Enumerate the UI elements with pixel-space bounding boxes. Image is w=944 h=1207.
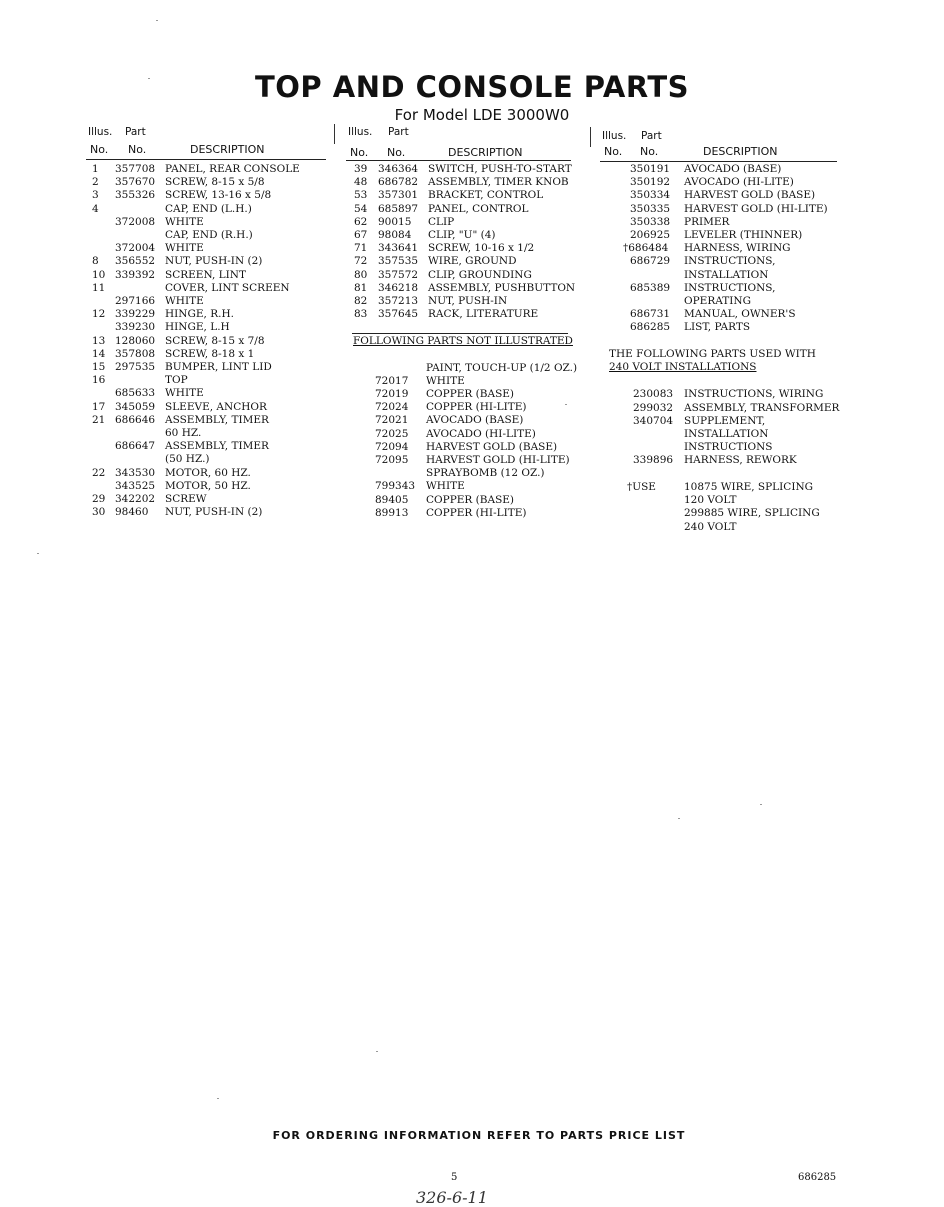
part-no: 355326 xyxy=(115,189,156,202)
part-desc: COVER, LINT SCREEN xyxy=(165,281,290,294)
document-number: 686285 xyxy=(798,1172,837,1183)
part-desc: HINGE, R.H. xyxy=(165,308,234,321)
page-number: 5 xyxy=(451,1172,458,1183)
part-no: 339896 xyxy=(633,454,674,467)
part-desc: SWITCH, PUSH-TO-START xyxy=(428,163,572,175)
part-no: 230083 xyxy=(633,388,674,401)
part-desc: LIST, PARTS xyxy=(684,321,751,334)
part-desc: CLIP, GROUNDING xyxy=(428,268,532,281)
illus-no: 80 xyxy=(354,268,368,281)
illus-no: 30 xyxy=(92,506,106,519)
part-desc: INSTRUCTIONS, xyxy=(684,281,776,294)
part-no: 90015 xyxy=(378,215,412,228)
illus-no: 16 xyxy=(92,374,106,387)
part-no: 686729 xyxy=(630,255,671,268)
part-no: 72019 xyxy=(375,388,409,400)
part-desc: AVOCADO (HI-LITE) xyxy=(684,176,794,189)
part-no: 72094 xyxy=(375,440,409,453)
part-desc: ASSEMBLY, TRANSFORMER xyxy=(684,401,840,414)
col2-header-part: Part xyxy=(388,126,409,138)
part-no: 357808 xyxy=(115,347,156,360)
part-desc: COPPER (HI-LITE) xyxy=(426,506,527,519)
col1-header-illus: Illus. xyxy=(88,126,113,138)
col2-header-rule xyxy=(346,160,571,161)
part-no: 343525 xyxy=(115,479,156,492)
part-desc: TOP xyxy=(165,374,188,387)
part-desc: SCREEN, LINT xyxy=(165,268,246,281)
part-no: 686731 xyxy=(630,308,671,321)
part-desc: CAP, END (R.H.) xyxy=(165,229,253,241)
col1-header-no1: No. xyxy=(90,143,109,156)
part-desc: WHITE xyxy=(165,387,204,400)
illus-no: 10 xyxy=(92,268,106,281)
illus-no: 21 xyxy=(92,413,106,426)
part-no: 350338 xyxy=(630,215,671,228)
part-desc: 120 VOLT xyxy=(684,494,737,507)
part-desc: 10875 WIRE, SPLICING xyxy=(684,481,814,493)
illus-no: 82 xyxy=(354,295,368,307)
part-no: 72024 xyxy=(375,401,409,414)
col2-header-illus: Illus. xyxy=(348,126,373,138)
part-no: 299032 xyxy=(633,401,674,414)
part-desc: PAINT, TOUCH-UP (1/2 OZ.) xyxy=(426,361,578,374)
part-no: 72025 xyxy=(375,427,409,440)
part-desc: OPERATING xyxy=(684,295,751,307)
illus-no: 39 xyxy=(354,163,368,175)
col2-header-desc: DESCRIPTION xyxy=(448,146,523,159)
part-desc: CLIP, "U" (4) xyxy=(428,229,496,241)
part-no: 98460 xyxy=(115,506,149,519)
col2-header-no1: No. xyxy=(350,146,369,159)
part-desc: NUT, PUSH-IN xyxy=(428,295,508,307)
part-desc: AVOCADO (HI-LITE) xyxy=(426,427,536,440)
part-desc: MOTOR, 60 HZ. xyxy=(165,466,251,479)
scan-speck xyxy=(678,818,680,819)
part-no: 686647 xyxy=(115,440,156,453)
scan-speck xyxy=(376,1051,378,1052)
part-desc: WHITE xyxy=(165,215,204,228)
part-desc: ASSEMBLY, TIMER xyxy=(165,413,269,426)
col3-header-desc: DESCRIPTION xyxy=(703,145,778,158)
col2-header-no2: No. xyxy=(387,146,406,159)
scan-speck xyxy=(156,20,158,21)
part-no: 686285 xyxy=(630,321,671,334)
part-no: 356552 xyxy=(115,255,156,268)
part-no: 128060 xyxy=(115,334,156,347)
part-desc: WHITE xyxy=(165,242,204,255)
part-no: 799343 xyxy=(375,480,416,493)
illus-no: 8 xyxy=(92,255,99,268)
part-desc: ASSEMBLY, TIMER xyxy=(165,440,269,453)
part-desc: PANEL, REAR CONSOLE xyxy=(165,163,300,175)
part-desc: BUMPER, LINT LID xyxy=(165,361,272,373)
part-no: 372004 xyxy=(115,242,156,255)
part-no: 89405 xyxy=(375,493,409,506)
part-no: 340704 xyxy=(633,414,674,427)
illus-no: 3 xyxy=(92,189,99,202)
part-no: 339392 xyxy=(115,268,156,281)
part-desc: INSTRUCTIONS, xyxy=(684,255,776,268)
part-no: 685633 xyxy=(115,387,156,400)
part-no: 345059 xyxy=(115,400,156,413)
part-no: 357670 xyxy=(115,176,156,189)
col2-divider xyxy=(334,124,335,144)
part-no: 350191 xyxy=(630,163,671,175)
part-no: 297535 xyxy=(115,361,156,373)
part-no: 357708 xyxy=(115,163,156,175)
part-no: 346218 xyxy=(378,281,419,294)
part-desc: BRACKET, CONTROL xyxy=(428,189,544,202)
col3-header-part: Part xyxy=(641,130,662,142)
part-desc: PANEL, CONTROL xyxy=(428,202,529,215)
part-desc: NUT, PUSH-IN (2) xyxy=(165,255,263,268)
illus-no: 2 xyxy=(92,176,99,189)
illus-no: 12 xyxy=(92,308,106,321)
part-desc: ASSEMBLY, PUSHBUTTON xyxy=(428,281,576,294)
illus-no: 14 xyxy=(92,347,106,360)
part-no: 686646 xyxy=(115,413,156,426)
illus-no: 62 xyxy=(354,215,368,228)
part-no: †USE xyxy=(627,481,656,493)
part-desc: ASSEMBLY, TIMER KNOB xyxy=(428,176,569,189)
voltage-note-line2: 240 VOLT INSTALLATIONS xyxy=(609,361,757,374)
illus-no: 71 xyxy=(354,242,368,255)
part-desc: WIRE, GROUND xyxy=(428,255,517,268)
part-no: 686782 xyxy=(378,176,419,189)
part-no: 72017 xyxy=(375,374,409,387)
part-desc: PRIMER xyxy=(684,215,730,228)
col2-section-rule xyxy=(352,333,568,334)
part-desc: COPPER (BASE) xyxy=(426,388,515,400)
part-desc: INSTALLATION xyxy=(684,268,769,281)
part-no: 350334 xyxy=(630,189,671,202)
scan-speck xyxy=(148,78,150,79)
scan-speck xyxy=(37,553,39,554)
part-desc: WHITE xyxy=(426,480,465,493)
page-title: TOP AND CONSOLE PARTS xyxy=(254,70,690,104)
part-desc: COPPER (BASE) xyxy=(426,493,515,506)
part-no: 89913 xyxy=(375,506,409,519)
part-no: †686484 xyxy=(623,242,669,255)
part-desc: (50 HZ.) xyxy=(165,453,210,466)
col1-header-part: Part xyxy=(125,126,146,138)
part-desc: WHITE xyxy=(426,374,465,387)
part-desc: RACK, LITERATURE xyxy=(428,308,539,321)
part-desc: SCREW xyxy=(165,493,207,505)
illus-no: 29 xyxy=(92,493,106,505)
illus-no: 54 xyxy=(354,202,368,215)
part-no: 342202 xyxy=(115,493,156,505)
col3-header-illus: Illus. xyxy=(602,130,627,142)
part-desc: INSTALLATION xyxy=(684,428,769,440)
part-desc: HARVEST GOLD (HI-LITE) xyxy=(684,202,828,215)
part-desc: AVOCADO (BASE) xyxy=(426,414,524,427)
part-no: 350335 xyxy=(630,202,671,215)
part-no: 357535 xyxy=(378,255,419,268)
part-no: 343530 xyxy=(115,466,156,479)
col1-header-rule xyxy=(86,159,326,160)
part-desc: LEVELER (THINNER) xyxy=(684,229,803,241)
illus-no: 15 xyxy=(92,361,106,373)
part-desc: CAP, END (L.H.) xyxy=(165,202,252,215)
col1-header-no2: No. xyxy=(128,143,147,156)
col3-header-no1: No. xyxy=(604,145,623,158)
part-no: 346364 xyxy=(378,163,419,175)
model-subtitle: For Model LDE 3000W0 xyxy=(394,106,570,124)
part-desc: SLEEVE, ANCHOR xyxy=(165,400,267,413)
part-desc: SCREW, 10-16 x 1/2 xyxy=(428,242,535,255)
illus-no: 22 xyxy=(92,466,106,479)
part-no: 343641 xyxy=(378,242,419,255)
part-desc: 299885 WIRE, SPLICING xyxy=(684,507,820,520)
part-no: 357213 xyxy=(378,295,419,307)
handwritten-note: 326-6-11 xyxy=(416,1188,488,1207)
part-no: 357645 xyxy=(378,308,419,321)
scan-speck xyxy=(217,1098,219,1099)
part-no: 72095 xyxy=(375,454,409,466)
part-desc: HARNESS, WIRING xyxy=(684,242,791,255)
part-desc: AVOCADO (BASE) xyxy=(684,163,782,175)
part-desc: NUT, PUSH-IN (2) xyxy=(165,506,263,519)
part-desc: SCREW, 13-16 x 5/8 xyxy=(165,189,272,202)
part-desc: HINGE, L.H xyxy=(165,321,230,334)
part-no: 98084 xyxy=(378,229,412,241)
col3-header-rule xyxy=(600,161,837,162)
part-no: 339230 xyxy=(115,321,156,334)
part-desc: HARNESS, REWORK xyxy=(684,454,797,467)
illus-no: 11 xyxy=(92,281,106,294)
part-no: 339229 xyxy=(115,308,156,321)
col3-divider xyxy=(590,127,591,147)
illus-no: 83 xyxy=(354,308,368,321)
part-desc: SCREW, 8-18 x 1 xyxy=(165,347,255,360)
part-desc: HARVEST GOLD (BASE) xyxy=(426,440,558,453)
part-desc: WHITE xyxy=(165,295,204,307)
part-desc: HARVEST GOLD (HI-LITE) xyxy=(426,454,570,466)
col3-header-no2: No. xyxy=(640,145,659,158)
part-desc: MANUAL, OWNER'S xyxy=(684,308,796,321)
col1-header-desc: DESCRIPTION xyxy=(190,143,265,156)
part-desc: MOTOR, 50 HZ. xyxy=(165,479,251,492)
illus-no: 4 xyxy=(92,202,99,215)
scan-speck xyxy=(565,404,567,405)
illus-no: 72 xyxy=(354,255,368,268)
part-desc: 240 VOLT xyxy=(684,520,737,533)
part-desc: INSTRUCTIONS xyxy=(684,441,773,454)
part-no: 350192 xyxy=(630,176,671,189)
part-no: 685897 xyxy=(378,202,419,215)
voltage-note-line1: THE FOLLOWING PARTS USED WITH xyxy=(609,348,816,360)
part-no: 206925 xyxy=(630,229,671,241)
scan-speck xyxy=(760,804,762,805)
illus-no: 53 xyxy=(354,189,368,202)
part-no: 685389 xyxy=(630,281,671,294)
part-desc: INSTRUCTIONS, WIRING xyxy=(684,388,824,401)
not-illustrated-heading: FOLLOWING PARTS NOT ILLUSTRATED xyxy=(353,335,573,347)
part-desc: SCREW, 8-15 x 7/8 xyxy=(165,334,265,347)
illus-no: 48 xyxy=(354,176,368,189)
illus-no: 67 xyxy=(354,229,368,241)
part-desc: 60 HZ. xyxy=(165,427,202,439)
part-desc: COPPER (HI-LITE) xyxy=(426,401,527,414)
part-desc: CLIP xyxy=(428,215,455,228)
illus-no: 13 xyxy=(92,334,106,347)
part-desc: SCREW, 8-15 x 5/8 xyxy=(165,176,265,189)
part-no: 372008 xyxy=(115,215,156,228)
illus-no: 17 xyxy=(92,400,106,413)
part-no: 357572 xyxy=(378,268,419,281)
part-no: 357301 xyxy=(378,189,419,202)
part-desc: SPRAYBOMB (12 OZ.) xyxy=(426,467,545,480)
part-desc: SUPPLEMENT, xyxy=(684,414,766,427)
part-desc: HARVEST GOLD (BASE) xyxy=(684,189,816,202)
part-no: 72021 xyxy=(375,414,409,427)
ordering-info-footer: FOR ORDERING INFORMATION REFER TO PARTS PRICE LIST xyxy=(272,1129,686,1142)
illus-no: 81 xyxy=(354,281,368,294)
illus-no: 1 xyxy=(92,163,99,175)
part-no: 297166 xyxy=(115,295,156,307)
